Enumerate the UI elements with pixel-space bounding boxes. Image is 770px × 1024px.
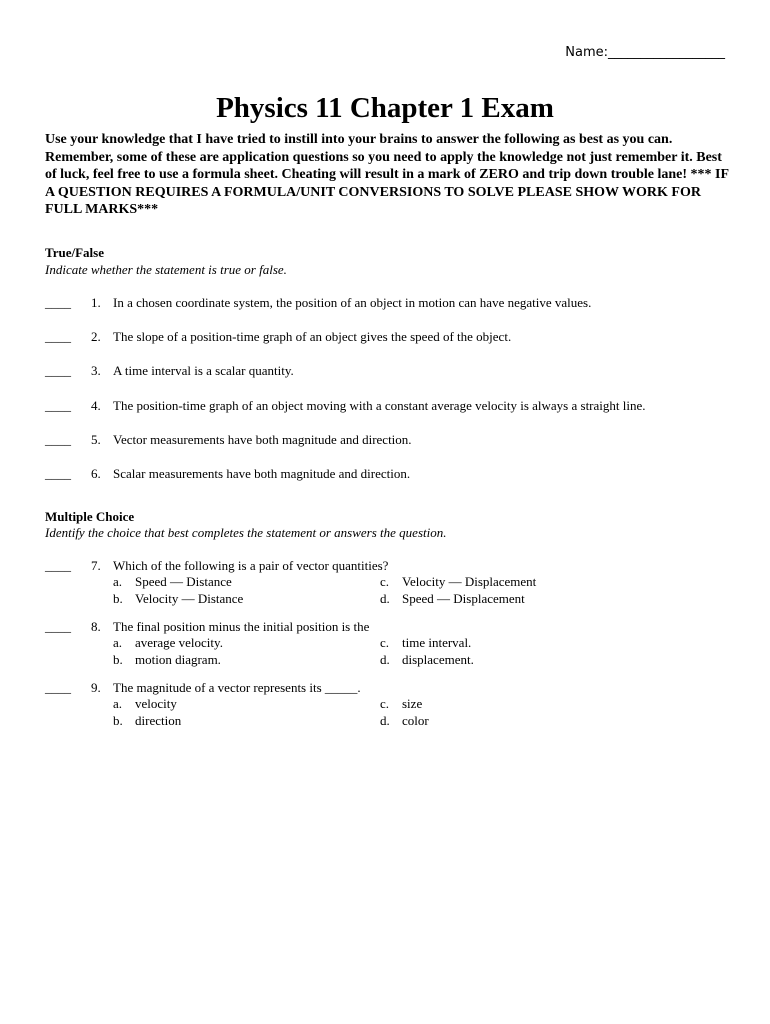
answer-blank: ____	[45, 329, 71, 344]
question-text: Scalar measurements have both magnitude and direction.	[113, 466, 411, 481]
answer-blank: ____	[45, 680, 71, 695]
option-a: a. average velocity.	[113, 635, 223, 650]
question-number: 8.	[91, 619, 101, 634]
answer-blank: ____	[45, 295, 71, 310]
true-false-heading: True/False	[45, 245, 104, 260]
question-text: Vector measurements have both magnitude and direction.	[113, 432, 412, 447]
question-number: 4.	[91, 398, 101, 413]
question-number: 5.	[91, 432, 101, 447]
option-a: a. velocity	[113, 696, 177, 711]
question-text: The position-time graph of an object moving with a constant average velocity is always a straight line.	[113, 398, 646, 413]
question-number: 3.	[91, 363, 101, 378]
question-text: In a chosen coordinate system, the position of an object in motion can have negative values.	[113, 295, 592, 310]
multiple-choice-heading: Multiple Choice	[45, 509, 135, 524]
option-d: d. Speed — Displacement	[380, 591, 525, 606]
question-number: 7.	[91, 558, 101, 573]
option-c: c. time interval.	[380, 635, 472, 650]
question-8	[45, 619, 745, 669]
option-b: b. Velocity — Distance	[113, 591, 244, 606]
true-false-instruction: Indicate whether the statement is true or false.	[45, 262, 287, 277]
question-text: Which of the following is a pair of vector quantities?	[113, 558, 389, 573]
question-9	[45, 680, 745, 730]
option-d: d. color	[380, 713, 429, 728]
multiple-choice-instruction: Identify the choice that best completes the statement or answers the question.	[45, 525, 447, 540]
option-d: d. displacement.	[380, 652, 474, 667]
question-text: The slope of a position-time graph of an object gives the speed of the object.	[113, 329, 512, 344]
option-a: a. Speed — Distance	[113, 574, 232, 589]
option-b: b. direction	[113, 713, 182, 728]
question-text: The final position minus the initial position is the	[113, 619, 370, 634]
answer-blank: ____	[45, 398, 71, 413]
answer-blank: ____	[45, 619, 71, 634]
question-number: 1.	[91, 295, 101, 310]
question-number: 6.	[91, 466, 101, 481]
answer-blank: ____	[45, 363, 71, 378]
question-text: A time interval is a scalar quantity.	[113, 363, 294, 378]
name-field: Name:__________________	[565, 45, 725, 60]
page-title: Physics 11 Chapter 1 Exam	[216, 92, 554, 124]
question-7	[45, 558, 745, 608]
question-text: The magnitude of a vector represents its _____.	[113, 680, 361, 695]
option-c: c. Velocity — Displacement	[380, 574, 537, 589]
exam-instructions: Use your knowledge that I have tried to instill into your brains to answer the following as best as you can. Remember, some of these are application questions so you need to apply the knowledge not just remember it. Best of luck, feel free to use a formula sheet. Cheating will result in a mark of ZERO and trip down trouble lane! *** IF A QUESTION REQUIRES A FORMULA/UNIT CONVERSIONS TO SOLVE PLEASE SHOW WORK FOR FULL MARKS***	[45, 132, 729, 217]
answer-blank: ____	[45, 432, 71, 447]
answer-blank: ____	[45, 558, 71, 573]
question-number: 9.	[91, 680, 101, 695]
option-c: c. size	[380, 696, 423, 711]
option-b: b. motion diagram.	[113, 652, 221, 667]
answer-blank: ____	[45, 466, 71, 481]
question-number: 2.	[91, 329, 101, 344]
